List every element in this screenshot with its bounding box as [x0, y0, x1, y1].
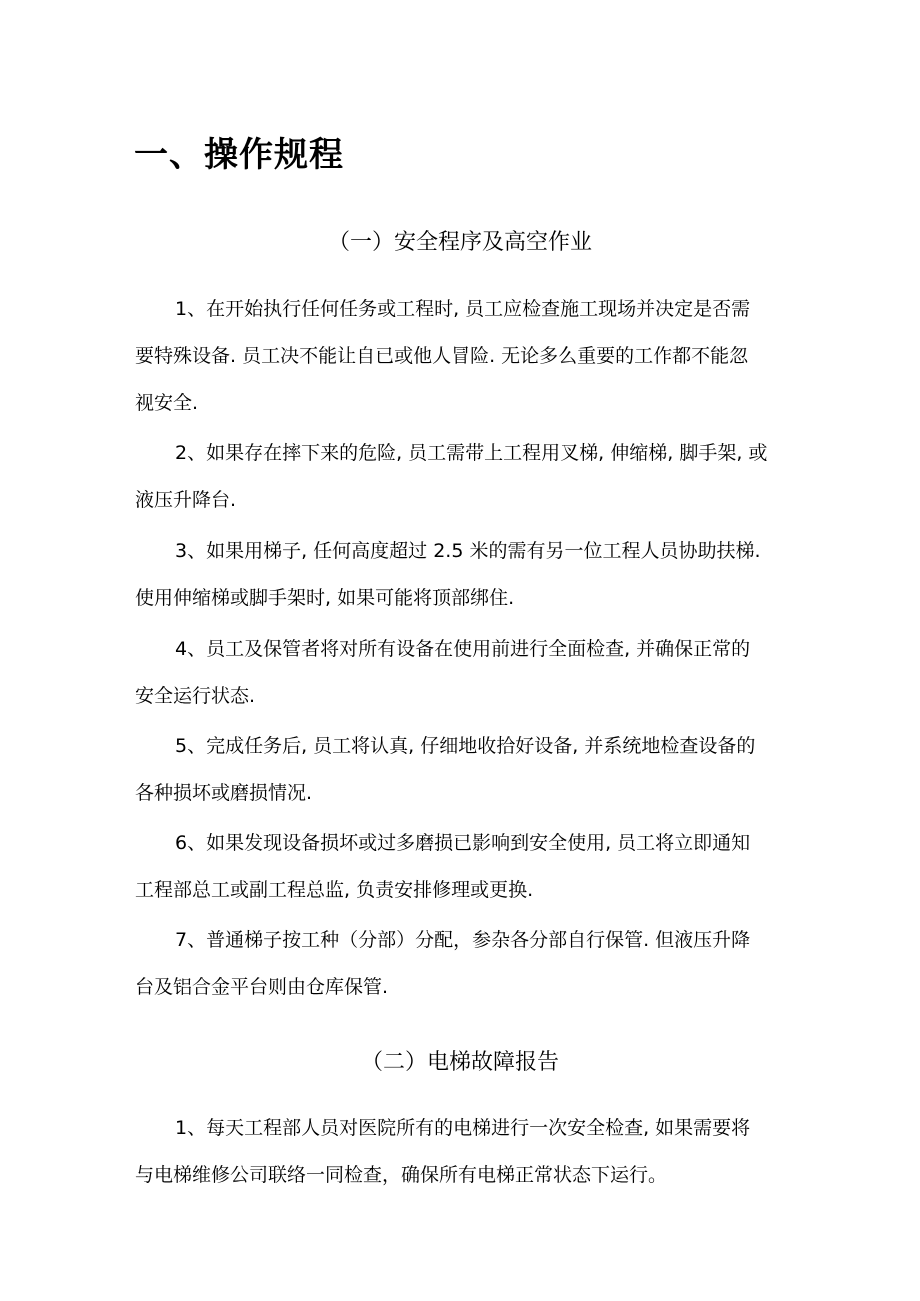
- paragraph-1-1: [135, 286, 805, 427]
- paragraph-line: 安全运行状态.: [135, 685, 256, 707]
- paragraph-2-1: [135, 1105, 805, 1199]
- paragraph-line: 4、员工及保管者将对所有设备在使用前进行全面检查, 并确保正常的: [175, 638, 751, 660]
- paragraph-1-5: [135, 723, 805, 817]
- paragraph-line: 1、在开始执行任何任务或工程时, 员工应检查施工现场并决定是否需: [175, 298, 751, 320]
- paragraph-1-6: [135, 820, 805, 914]
- paragraph-line: 使用伸缩梯或脚手架时, 如果可能将顶部绑住.: [135, 587, 515, 609]
- paragraph-1-4: [135, 626, 805, 720]
- paragraph-1-2: [135, 430, 805, 524]
- chapter-title: 一、操作规程: [134, 135, 344, 175]
- paragraph-line: 2、如果存在摔下来的危险, 员工需带上工程用叉梯, 伸缩梯, 脚手架, 或: [175, 442, 768, 464]
- paragraph-line: 要特殊设备. 员工决不能让自已或他人冒险. 无论多么重要的工作都不能忽: [135, 345, 749, 367]
- paragraph-line: 3、如果用梯子, 任何高度超过 2.5 米的需有另一位工程人员协助扶梯.: [175, 540, 761, 562]
- paragraph-line: 6、如果发现设备损坏或过多磨损已影响到安全使用, 员工将立即通知: [175, 832, 751, 854]
- paragraph-line: 液压升降台.: [135, 489, 237, 511]
- paragraph-line: 与电梯维修公司联络一同检查，确保所有电梯正常状态下运行。: [135, 1164, 668, 1186]
- paragraph-1-7: [135, 917, 805, 1011]
- paragraph-line: 1、每天工程部人员对医院所有的电梯进行一次安全检查, 如果需要将: [175, 1117, 751, 1139]
- paragraph-line: 5、完成任务后, 员工将认真, 仔细地收拾好设备, 并系统地检查设备的: [175, 735, 756, 757]
- paragraph-line: 工程部总工或副工程总监, 负责安排修理或更换.: [135, 879, 534, 901]
- section-title-1: （一）安全程序及高空作业: [327, 230, 592, 255]
- section-title-2: （二）电梯故障报告: [360, 1050, 559, 1075]
- paragraph-line: 视安全.: [135, 392, 199, 414]
- paragraph-line: 各种损坏或磨损情况.: [135, 782, 313, 804]
- paragraph-line: 台及铝合金平台则由仓库保管.: [135, 976, 389, 998]
- paragraph-1-3: [135, 528, 805, 622]
- paragraph-line: 7、普通梯子按工种（分部）分配，参杂各分部自行保管. 但液压升降: [175, 929, 751, 951]
